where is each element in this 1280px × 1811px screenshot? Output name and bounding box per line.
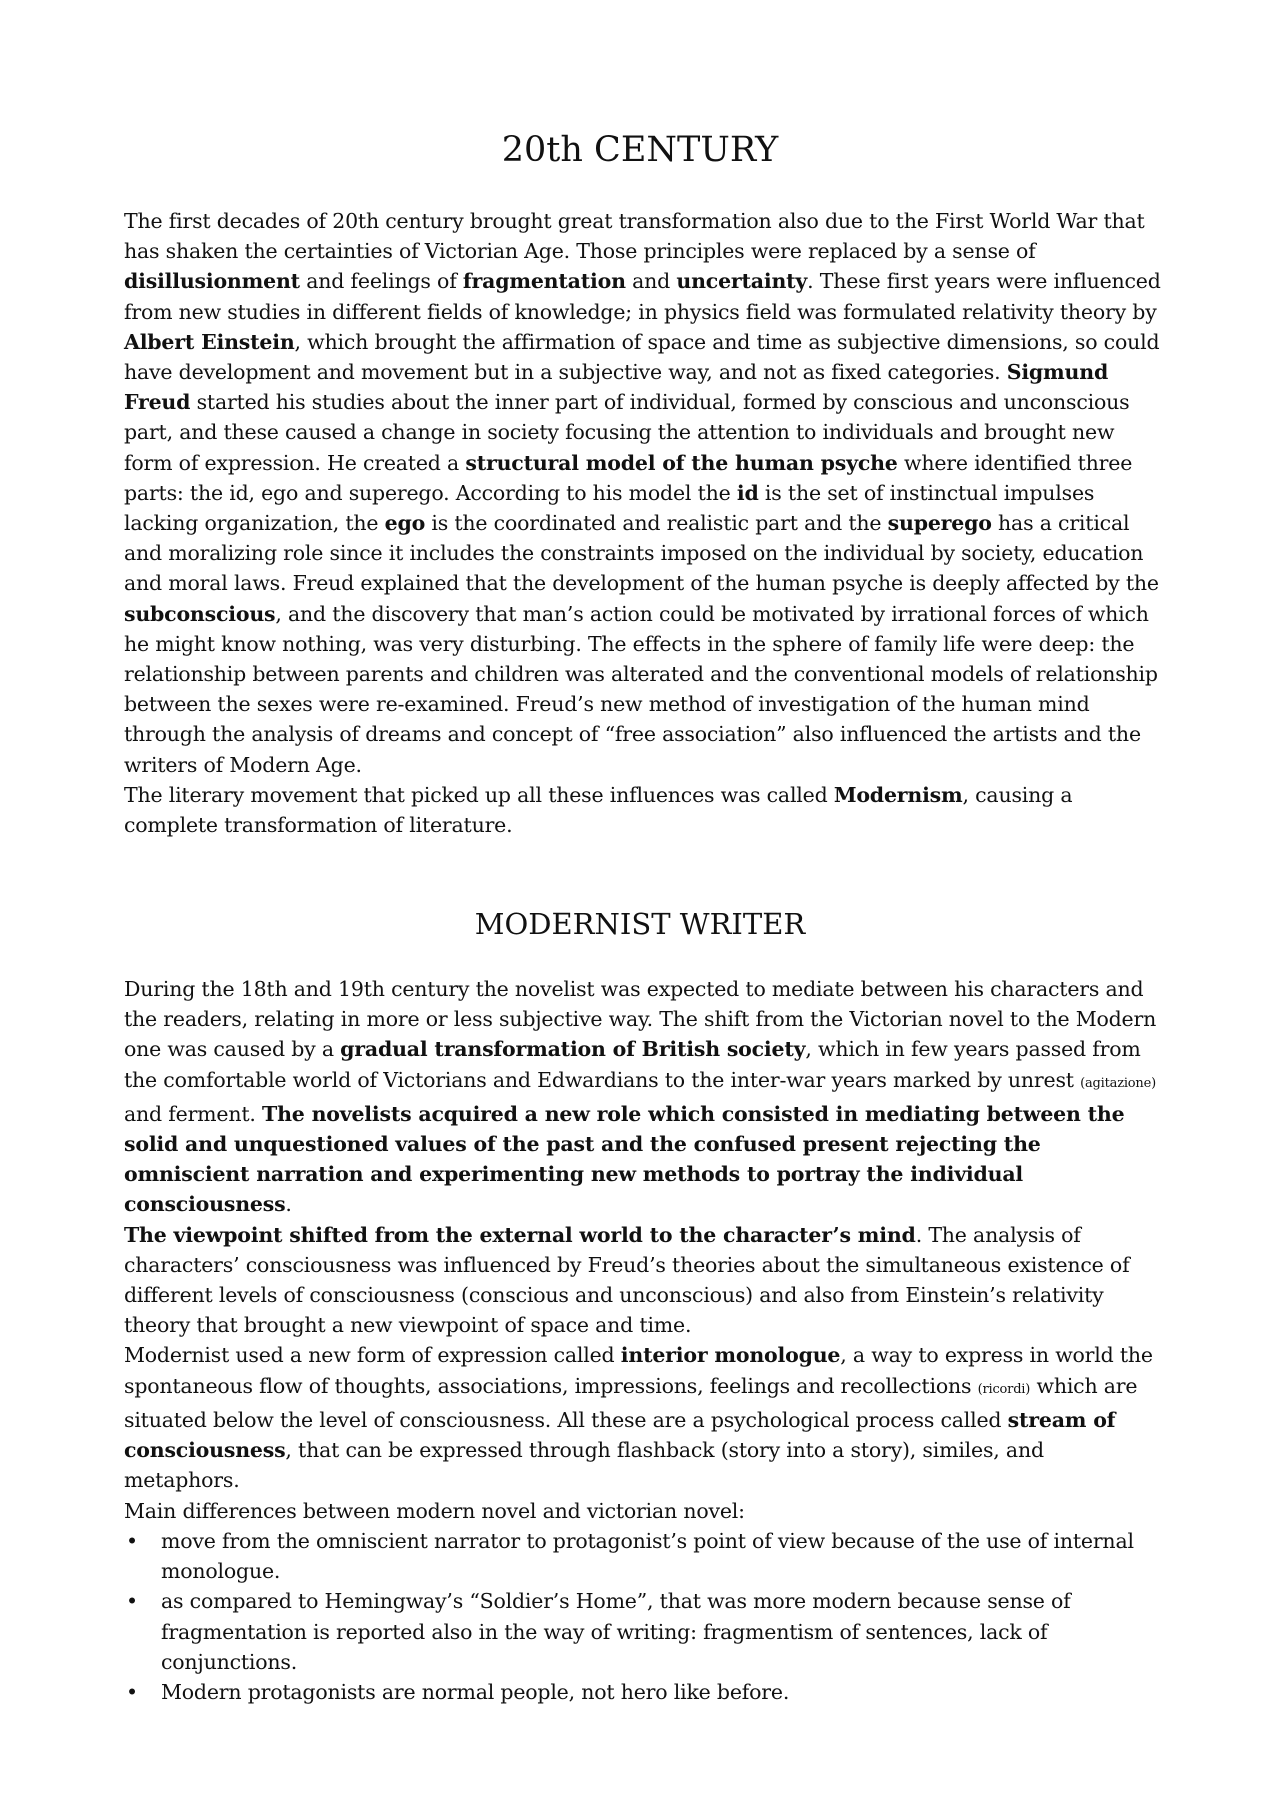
paragraph: The viewpoint shifted from the external world to the character’s mind. The analysis of characters’ consciousness was influenced by Freud’s theories about the simultaneous existence of different levels of consciousness (conscious and unconscious) and also from Einstein’s relativity theory that brought a new viewpoint of space and time.: [124, 1222, 1130, 1338]
paragraph: Modernist used a new form of expression called interior monologue, a way to express in world the spontaneous flow of thoughts, associations, impressions, feelings and recollections (ricordi) which are situated below the level of consciousness. All these are a psychological process called stream of consciousness, that can be expressed through flashback (story into a story), similes, and metaphors.: [124, 1343, 1153, 1493]
differences-heading: Main differences between modern novel and victorian novel:: [124, 1499, 745, 1523]
paragraph: The literary movement that picked up all these influences was called Modernism, causing a complete transformation of literature.: [124, 782, 1073, 838]
list-item: • move from the omniscient narrator to protagonist’s point of view because of the use of internal monologue.: [124, 1526, 1164, 1586]
section-title-modernist-writer: MODERNIST WRITER: [474, 907, 806, 941]
paragraph: The first decades of 20th century brought great transformation also due to the First World War that has shaken the certainties of Victorian Age. Those principles were replaced by a sense of disillusionment and feelings of fragmentation and uncertainty. These first years were influenced from new studies in different fields of knowledge; in physics field was formulated relativity theory by Albert Einstein, which brought the affirmation of space and time as subjective dimensions, so could have development and movement but in a subjective way, and not as fixed categories. Sigmund Freud started his studies about the inner part of individual, formed by conscious and unconscious part, and these caused a change in society focusing the attention to individuals and brought new form of expression. He created a structural model of the human psyche where identified three parts: the id, ego and superego. According to his model the id is the set of instinctual impulses lacking organization, the ego is the coordinated and realistic part and the superego has a critical and moralizing role since it includes the constraints imposed on the individual by society, education and moral laws. Freud explained that the development of the human psyche is deeply affected by the subconscious, and the discovery that man’s action could be motivated by irrational forces of which he might know nothing, was very disturbing. The effects in the sphere of family life were deep: the relationship between parents and children was alterated and the conventional models of relationship between the sexes were re-examined. Freud’s new method of investigation of the human mind through the analysis of dreams and concept of “free association” also influenced the artists and the writers of Modern Age.: [124, 209, 1161, 777]
bullet-icon: •: [126, 1529, 138, 1553]
list-item: • Modern protagonists are normal people, not hero like before.: [124, 1677, 1164, 1707]
differences-list: [124, 1526, 1164, 1707]
section-body-modernist-writer: [124, 974, 1164, 1495]
paragraph: During the 18th and 19th century the novelist was expected to mediate between his characters and the readers, relating in more or less subjective way. The shift from the Victorian novel to the Modern one was caused by a gradual transformation of British society, which in few years passed from the comfortable world of Victorians and Edwardians to the inter-war years marked by unrest (agitazione) and ferment. The novelists acquired a new role which consisted in mediating between the solid and unquestioned values of the past and the confused present rejecting the omniscient narration and experimenting new methods to portray the individual consciousness.: [124, 977, 1157, 1217]
bullet-icon: •: [126, 1589, 138, 1614]
list-item: • as compared to Hemingway’s “Soldier’s Home”, that was more modern because sense of fragmentation is reported also in the way of writing: fragmentism of sentences, lack of conjunctions.: [124, 1586, 1164, 1677]
section-title-20th-century: 20th CENTURY: [501, 130, 779, 170]
bullet-icon: •: [126, 1680, 138, 1705]
section-body-20th-century: [124, 206, 1164, 840]
